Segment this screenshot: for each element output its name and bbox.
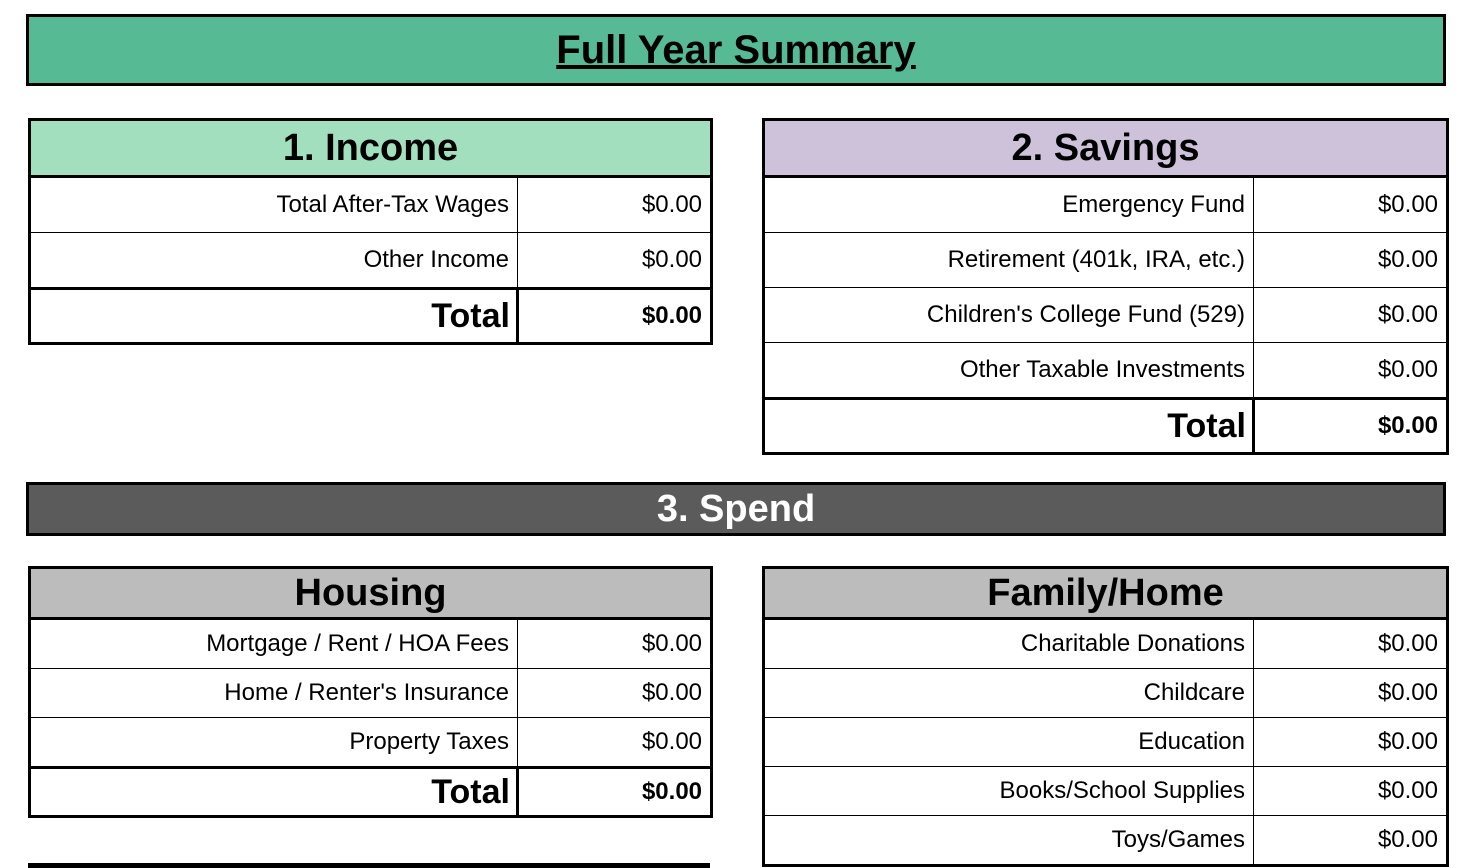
row-label[interactable]: Other Taxable Investments [764, 343, 1254, 399]
table-row [30, 669, 712, 718]
savings-table [762, 118, 1449, 455]
row-label[interactable]: Home / Renter's Insurance [30, 669, 518, 718]
income-table [28, 118, 713, 345]
table-row [764, 767, 1448, 816]
row-amount[interactable]: $0.00 [1254, 288, 1448, 343]
table-row [764, 233, 1448, 288]
row-label[interactable]: Toys/Games [764, 816, 1254, 866]
next-table-top-border [28, 863, 710, 868]
total-row [30, 289, 712, 344]
total-label[interactable]: Total [764, 399, 1254, 454]
table-row [30, 619, 712, 669]
total-label[interactable]: Total [30, 768, 518, 817]
row-label[interactable]: Childcare [764, 669, 1254, 718]
table-row [30, 177, 712, 233]
row-amount[interactable]: $0.00 [1254, 816, 1448, 866]
row-amount[interactable]: $0.00 [1254, 767, 1448, 816]
row-label[interactable]: Books/School Supplies [764, 767, 1254, 816]
table-row [764, 718, 1448, 767]
row-label[interactable]: Property Taxes [30, 718, 518, 768]
income-header: 1. Income [30, 120, 712, 177]
row-amount[interactable]: $0.00 [518, 233, 712, 289]
total-amount[interactable]: $0.00 [1254, 399, 1448, 454]
table-row [30, 233, 712, 289]
table-row [764, 343, 1448, 399]
row-amount[interactable]: $0.00 [1254, 619, 1448, 669]
row-amount[interactable]: $0.00 [518, 718, 712, 768]
row-label[interactable]: Other Income [30, 233, 518, 289]
row-label[interactable]: Charitable Donations [764, 619, 1254, 669]
table-row [30, 718, 712, 768]
savings-header: 2. Savings [764, 120, 1448, 177]
total-row [764, 399, 1448, 454]
total-row [30, 768, 712, 817]
total-label[interactable]: Total [30, 289, 518, 344]
page-title: Full Year Summary [556, 27, 916, 72]
row-label[interactable]: Children's College Fund (529) [764, 288, 1254, 343]
row-amount[interactable]: $0.00 [1254, 233, 1448, 288]
total-amount[interactable]: $0.00 [518, 289, 712, 344]
table-row [764, 177, 1448, 233]
row-amount[interactable]: $0.00 [1254, 669, 1448, 718]
row-label[interactable]: Emergency Fund [764, 177, 1254, 233]
row-label[interactable]: Retirement (401k, IRA, etc.) [764, 233, 1254, 288]
row-label[interactable]: Mortgage / Rent / HOA Fees [30, 619, 518, 669]
family-home-table [762, 566, 1449, 867]
row-amount[interactable]: $0.00 [518, 619, 712, 669]
table-row [764, 619, 1448, 669]
row-amount[interactable]: $0.00 [1254, 177, 1448, 233]
row-label[interactable]: Total After-Tax Wages [30, 177, 518, 233]
spend-banner [26, 482, 1446, 536]
page-title-banner [26, 14, 1446, 86]
row-label[interactable]: Education [764, 718, 1254, 767]
row-amount[interactable]: $0.00 [518, 669, 712, 718]
table-row [764, 816, 1448, 866]
table-row [764, 288, 1448, 343]
row-amount[interactable]: $0.00 [518, 177, 712, 233]
table-row [764, 669, 1448, 718]
row-amount[interactable]: $0.00 [1254, 343, 1448, 399]
housing-header: Housing [30, 568, 712, 619]
row-amount[interactable]: $0.00 [1254, 718, 1448, 767]
total-amount[interactable]: $0.00 [518, 768, 712, 817]
family-home-header: Family/Home [764, 568, 1448, 619]
spend-header: 3. Spend [656, 487, 816, 530]
housing-table [28, 566, 713, 818]
